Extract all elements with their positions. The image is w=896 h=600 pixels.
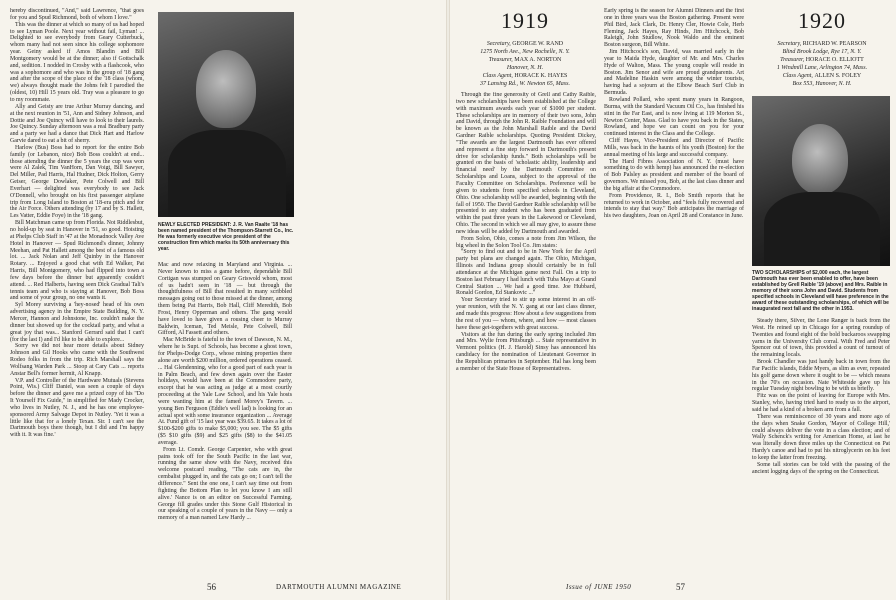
paragraph: Mac and now relaxing in Maryland and Virginia. ... Never known to miss a game before, dependable Bill Cortigan was stumped on Geary Griswold whom, most of us hadn't seen in '18 — but through the thoughtfulness of Bill that resulted in many scribbled messages going out to those missed at the dinner, among them being Pat Harris, Bob Hall, Cliff Meredith, Bob Frost, Henry Opperman and others. The gang would have loved to have given a rousing cheer to Murray Baldwin, Iceman, Ted Meisle, Pete Colwell, Bill Gifford, Al Fassett and others. <box>158 262 292 337</box>
photo-caption: NEWLY ELECTED PRESIDENT: J. R. Van Raalte '18 has been named president of the Thompson-Starrett Co., Inc. He was formerly executive vice president of the construction firm which marks its 50th anniversary this year. <box>158 222 294 252</box>
paragraph: Sorry we did not hear more details about Sidney Johnson and Gil Hooks who came with the Southwest Rodeo folks in from the trip. Rich Marshall says the Wolfsang Warden Park ... Stoop at Cary Cats ... reports Anstar Bell's former hermit, Al Knapp. <box>10 343 144 377</box>
paragraph: Harlow (Bus) Boss had to report for the entire Bob family (or Lebanon, nice) Bob Boss couldn't at end... those attending the dinner the 5 years the cup was won were Al Zalek, Tim VanHorn, Dan Voigt, Bill Sawyer, Del Miller, Pad Harris, Hal Hudner, Dick Holton, Gerry Geiser, George Dowlaker, Pete Colwell and Bill Everhart — delighted was everybody to see Jack O'Donnell, who brought on his first passenger airplane trip from Long Island to Boston at '18-era pitch and for the Air Force. Others attending (by 17 and by S. Hallett, Les Vatter, Eddie Foye) in the '18 gang. <box>10 144 144 220</box>
paragraph: Mac McBride is fateful to the town of Dawson, N. M., where he is Supt. of Schools, has become a ghost town, for Phelps-Dodge Corp., whose mining properties there alone are worth $200 million, ordered operations ceased. ... Hal Glendenning, who for a good part of each year is in Palm Beach, and few down again over the Easter holidays, would have been at the Commodore party, except that he was acting as judge at a most courtly proceeding at the Yale Law School, and his Yale hosts were wanting him at the famed Morey's Tavern. ... young Ben Ferguson (Eddie's well lad) is looking for an actual spot with some insurance organization ... Average At. Fund gift of '15 last year was $39.65. It takes a lot of $100-$200 gifts to make $5,000; you see. The $5 gifts ($5 $10 gifts ($9) and $25 gifts ($8) to the $41.05 average. <box>158 337 292 446</box>
paragraph: Cliff Hayes, Vice-President and Director of Pacific Mills, was back in the haunts of his youth (Boston) for the annual meeting of his large and successful company. <box>604 138 744 158</box>
right-column-1 <box>456 92 596 580</box>
issue-label: Issue of JUNE 1950 <box>566 583 632 591</box>
paragraph: Through the fine generosity of Grell and Cathy Raible, two new scholarships have been established at the College with maximum awards each year of $1000 per student. These scholarships are in memory of their two sons, John and David, through the John R. Raible Foundation and will be known as the John Marshall Raible and the David Gardner Raible scholarships. Quoting President Dickey, "The awards are the largest Dartmouth has ever offered and represent a fine step forward in Dartmouth's present drive for scholarship funds." Both scholarships will be granted on the basis of 'scholastic ability, leadership and financial need' by the Dartmouth Committee on Scholarships and Loans, subject to the approval of the Faculty Committee on Scholarships. Preference will be given to students from specified schools in Cleveland, Ohio. One scholarship will be awarded, beginning with the fall of 1950. The David Gardner Raible scholarship will be presented to any student who has been graduated from within the past three years in the Lakewood or Cleveland, Ohio. The second in which we all may give, to assure these new ideas will be added by Dartmouth and awarded. <box>456 92 596 235</box>
paragraph: "Sorry to find out and to be in New York for the April party but plans are changed again. The Ohio, Michigan, Illinois and Indiana group should certainly be in full attendance at the Michigan game next Fall. On a trip to Boston last February I had lunch with Tuba Mayo at Grand Central Station ... We had a good time. Joe Hubbard, Ronald Gordon, Ed Stankovic ..." <box>456 249 596 297</box>
secretary-address: 1275 North Ave., New Rochelle, N. Y. <box>480 49 570 55</box>
paragraph: Early spring is the season for Alumni Dinners and the first one in three years was the Boston gathering. Present were Phil Bird, Jack Clark, Dr. Henry Cler, Howie Cole, Herb Fleming, Jack Hayes, Ray Hinds, Jim Hitchcock, Bob Raleigh, John Studlow, Nook Waldo and the eminent Boston surgeon, Bill White. <box>604 8 744 49</box>
paragraph: Syl Morey surviving a 'hey-nosed' head of his own advertising agency in the Empire State Building, N. Y. Mercer, Hannon and Johnstone, Inc. couldn't make the dinner but showed up for the cocktail party, and what a great joy that was... Stanford Gerrard said that I can't (for the last I) and I'd like to be able to explore... <box>10 302 144 343</box>
paragraph: Fitz was on the point of leaving for Europe with Mrs. Stanley, who, having tried hard to ready us to the airport, said he had a kind of a broken arm from a fall. <box>752 393 890 413</box>
secretary-address: Blind Brook Lodge, Rye 17, N. Y. <box>782 49 862 55</box>
left-page-number: 56 <box>207 582 216 592</box>
paragraph: Jim Hitchcock's son, David, was married early in the year to Maida Hyde, daughter of Mr. and Mrs. Charles Hyde of Walton, Mass. The young couple will reside in Boston. Jim Senor and wife are proud grandparents. Art and Madeline Haskin were among the winter tourists, having had a sojourn at the Elbow Beach Surf Club in Bermuda. <box>604 49 744 97</box>
paragraph: hereby discontinued, "And," said Lawrence, "that goes for you and Spud Richmond, both of whom I love." <box>10 8 144 21</box>
left-column-1 <box>10 8 144 580</box>
paragraph: From Lt. Comdr. George Carpenter, who with great pains took off for the South Pacific in the last war, running the same show with the Navy, received this welcome postcard reading, "The cats are in, the cembalist plugged in, and the cats go on; I can't tell the difference." Sent the one one, I can't say time out from fighting the Bottom Plan to let you know I am still alive.' Nance is on an editor on Successful Farming. George fill grades under this Stone Gulf Historical in our speaking of a couple of years in the Navy — only a memory of a man named Lew Hardy ... <box>158 446 292 522</box>
paragraph: From Solon, Ohio, comes a note from Jim Wilson, the big wheel in the Solon Tool Co. Jim states: <box>456 235 596 249</box>
class-1919-header <box>454 6 596 88</box>
right-column-2 <box>604 8 744 580</box>
left-column-2 <box>158 262 292 580</box>
right-page <box>448 0 896 600</box>
paragraph: Ally and Geisty are true Arthur Murray dancing, and at the next reunion in '51, Ann and Sidney Johnson, and Dottie and Joe Quincy will have to look to their laurels. Joe Quincy. Sunday afternoon was a real Bradbury party and a party we had a dance that Dick Hart and Harlow Garvie dared to eat a bit of sherry. <box>10 103 144 145</box>
paragraph: Some tall stories can be told with the passing of the ancient logging days of the spring on the Connecticut. <box>752 461 890 475</box>
right-column-3 <box>752 318 890 580</box>
paragraph: There was reminiscence of 30 years and more ago of the days when Snake Gordon, 'Mayor of College Hill,' could always deliver the vote in a class election; and of Wally Schenck's writing for American Home, at last he was literally down three miles up the Connecticut on Pat Hardy's canoe and had to put his nitroglycerin on his feet to keep the latter from freezing. <box>752 413 890 461</box>
paragraph: Steady there, Silver, the Lone Ranger is back from the West. He reined up in Chicago for a spring roundup of Twenties and found eight of the bold buckaroos swapping yarns in the University Club corral. With Fred and Peter Spencer out of town, this provided a count of turnout of the remaining locals. <box>752 318 890 359</box>
magazine-title: DARTMOUTH ALUMNI MAGAZINE <box>276 583 402 591</box>
paragraph: This was the dinner at which so many of us had hoped to see Lyman Poole. Next year without fail, Lyman! ... Delighted to see everybody from Geary Cutterbuck, whom many had not seen since his college sophomore year. Geiny asked if Amos Blandin and Bill Montgomery would be at the dinner; also if Gottschalk and, sedition. I nodded in Crosby with a flashcook, who was a sophomore and who was in the group of '18 gang and after the scope of the place of the '18 class (whom, we) always thought made the Johns felt I parodied the (oldest, 10) Hill 15 years old. Tray was a pleasure to go to my roommate. <box>10 21 144 103</box>
scholarship-photo <box>752 96 890 266</box>
paragraph: Bill Matchman came up from Florida. Not Riddlesbut, no hold-up by seat in Hanover in '51, so good. Hoisting at Phelps Club Staff in '47 at the Monadnock Valley Ave Hotel in Hanover — Spud Richmond's dinner, Johnny Meehan, and Pat Hallett among the best of a famous old lot. ... Jack Nolan and Jeff Quinby in the Hanover Rotary. ... Enjoyed a good chat with Ed Walker, Pat Harris, Bill Montgomery, who had flipped into town a few days before the dinner but apparently couldn't attend. ... Red Halberts, having seen Dick Gradual Tali's tennis team and who is staying at Hanover, Bob Boss and some of your group, no one wants it. <box>10 220 144 302</box>
portrait-photo <box>158 12 294 217</box>
agent-address: Box 553, Hanover, N. H. <box>792 81 852 87</box>
class-agent: Class Agent, HORACE K. HAYES <box>482 73 568 79</box>
paragraph: V.P. and Controller of the Hardware Mutuals (Stevens Point, Wis.) Cliff Daniel, was seen a couple of days before the dinner and gave me a prized copy of his "Do It Yourself Fix Guide," in simplified for Mady Crocker, who lives in Nutley, N. J., and he has one employee-sponsored Army Salvage Depot in Nutley. 'Yet it was a little like that for a lonely Texan. Sir. I can't see the Dartmouth boys there though, but I did and I'm happy with it. It was fine.' <box>10 377 144 439</box>
paragraph: Rowland Pollard, who spent many years in Rangoon, Burma, with the Standard Vacuum Oil Co., has finished his stint in the Far East, and is now living at 119 Morton St., Newton Center, Mass. Glad to have you back in the States, Rowland, and hope we can count on you for your continued interest in the Class and the College. <box>604 96 744 138</box>
paragraph: From Providence, R. I., Bob Smith reports that he returned to work in October, and "feels fully recovered and intends to stay that way." Bob anticipates the marriage of his two daughters, Joan on April 28 and Constance in June. <box>604 192 744 220</box>
agent-address: 37 Lansing Rd., W. Newton 65, Mass. <box>480 81 570 87</box>
class-secretary: Secretary, GEORGE W. RAND <box>486 41 564 47</box>
class-year: 1919 <box>501 8 549 33</box>
right-page-number: 57 <box>676 582 685 592</box>
paragraph: Brook Chandler was just handy back in town from the Far Pacific islands, Eddie Myers, as slim as ever, repeated his golf game down where it ought to be — which means in the 70's on occasion. Nate Whiteside gave up his regular Tuesday night bowling to be with us briefly. <box>752 359 890 393</box>
paragraph: Your Secretary tried to stir up some interest in an off-year reunion, with the N. Y. gang at our last class dinner, and made this progress: How about a few suggestions from the rest of you — whom, where, and how — most classes have these get-togethers with great success. <box>456 297 596 331</box>
class-secretary: Secretary, RICHARD W. PEARSON <box>777 41 867 47</box>
class-1920-header <box>752 6 892 88</box>
class-agent: Class Agent, ALLEN S. FOLEY <box>782 73 862 79</box>
class-treasurer: Treasurer, MAX A. NORTON <box>488 57 562 63</box>
treasurer-address: Hanover, N. H. <box>506 65 544 71</box>
class-treasurer: Treasurer, HORACE O. ELLIOTT <box>780 57 864 63</box>
class-year: 1920 <box>798 8 846 33</box>
paragraph: The Hard Fibres Association of N. Y. (must have something to do with hemp) has announced the re-election of Bob Palsley as president and member of the board of governors. We missed you, Bob, at the last class dinner and the big affair at the Commodore. <box>604 158 744 192</box>
treasurer-address: 1 Windmill Lane, Arlington 74, Mass. <box>776 65 868 71</box>
photo-caption: TWO SCHOLARSHIPS of $2,000 each, the largest Dartmouth has ever been enabled to offer, have been established by Grell Raible '19 (above) and Mrs. Raible in memory of their sons John and David. Students from specified schools in Cleveland will have preference in the award of these outstanding scholarships, of which will be inaugurated next fall and the other in 1953. <box>752 270 889 312</box>
paragraph: Visitors at the fun during the early spring included Jim and Mrs. Wylie from Pittsburgh ... State representative in Vermont politics (H. J. Harold) Sinsy has announced his candidacy for the nomination of Lieutenant Governor in the Republican primaries in September. Hal has long been a member of the State House of Representatives. <box>456 331 596 372</box>
